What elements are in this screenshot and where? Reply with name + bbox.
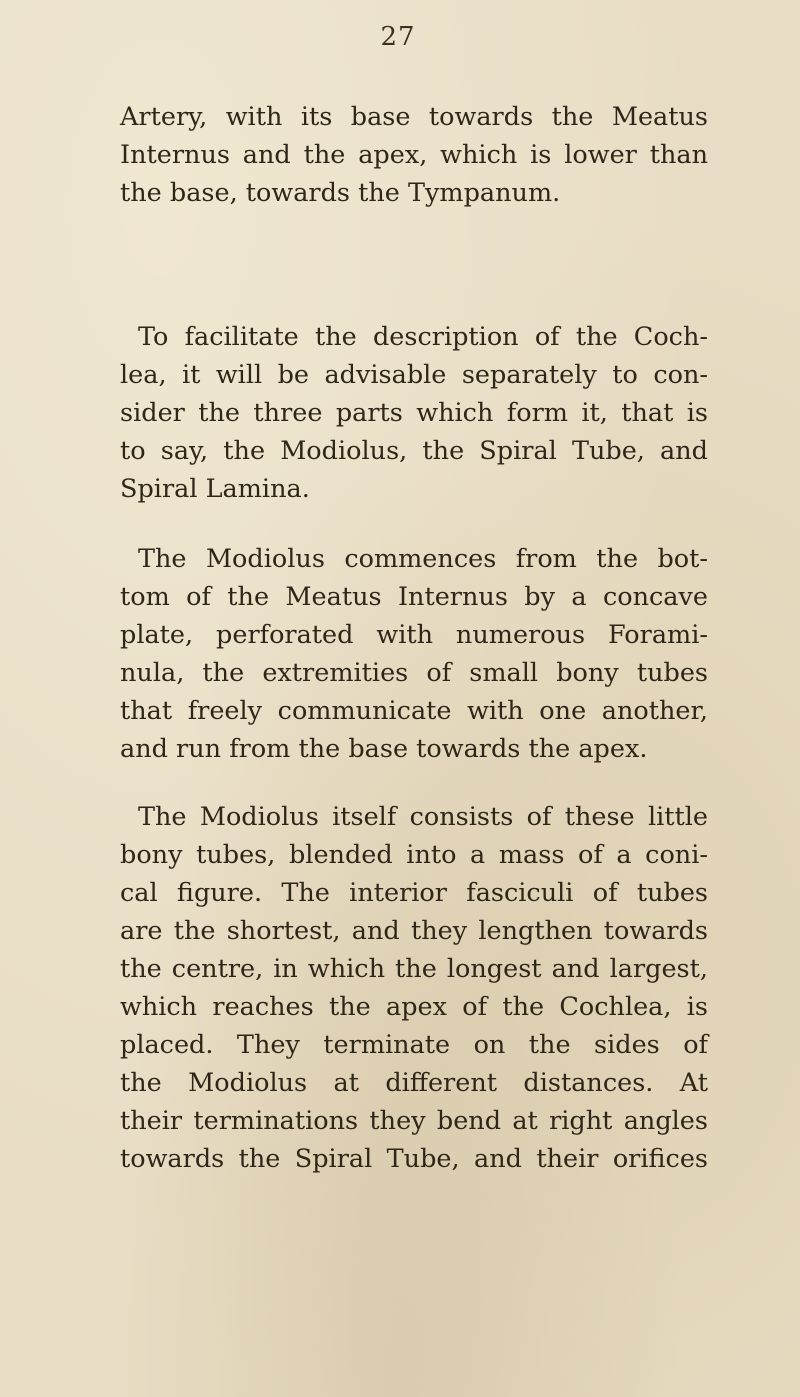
- paragraph-1: [120, 98, 708, 212]
- text-line: their terminations they bend at right angles: [120, 1106, 708, 1136]
- text-line: are the shortest, and they lengthen towards: [120, 916, 708, 946]
- text-line: nula, the extremities of small bony tubes: [120, 658, 708, 688]
- text-line: The Modiolus commences from the bot-: [138, 544, 708, 574]
- text-line: Artery, with its base towards the Meatus: [120, 102, 708, 132]
- text-line: placed. They terminate on the sides of: [120, 1030, 708, 1060]
- text-line: towards the Spiral Tube, and their orifices: [120, 1144, 708, 1174]
- text-line: the centre, in which the longest and largest,: [120, 954, 708, 984]
- text-line: the Modiolus at different distances. At: [120, 1068, 708, 1098]
- text-line: cal figure. The interior fasciculi of tubes: [120, 878, 708, 908]
- text-line: sider the three parts which form it, that is: [120, 398, 708, 428]
- text-line: to say, the Modiolus, the Spiral Tube, and: [120, 436, 708, 466]
- paragraph-3: [120, 540, 708, 768]
- text-line: the base, towards the Tympanum.: [120, 178, 561, 208]
- text-line: that freely communicate with one another,: [120, 696, 708, 726]
- text-line: and run from the base towards the apex.: [120, 734, 648, 764]
- text-line: Spiral Lamina.: [120, 474, 310, 504]
- text-line: lea, it will be advisable separately to con-: [120, 360, 708, 390]
- text-line: bony tubes, blended into a mass of a coni-: [120, 840, 708, 870]
- text-line: which reaches the apex of the Cochlea, is: [120, 992, 708, 1022]
- text-line: tom of the Meatus Internus by a concave: [120, 582, 708, 612]
- paragraph-4: [120, 798, 708, 1178]
- page-number: 27: [380, 22, 416, 52]
- paragraph-2: [120, 318, 708, 508]
- text-line: plate, perforated with numerous Forami-: [120, 620, 708, 650]
- text-line: The Modiolus itself consists of these little: [138, 802, 708, 832]
- text-line: Internus and the apex, which is lower than: [120, 140, 708, 170]
- text-line: To facilitate the description of the Coch-: [138, 322, 708, 352]
